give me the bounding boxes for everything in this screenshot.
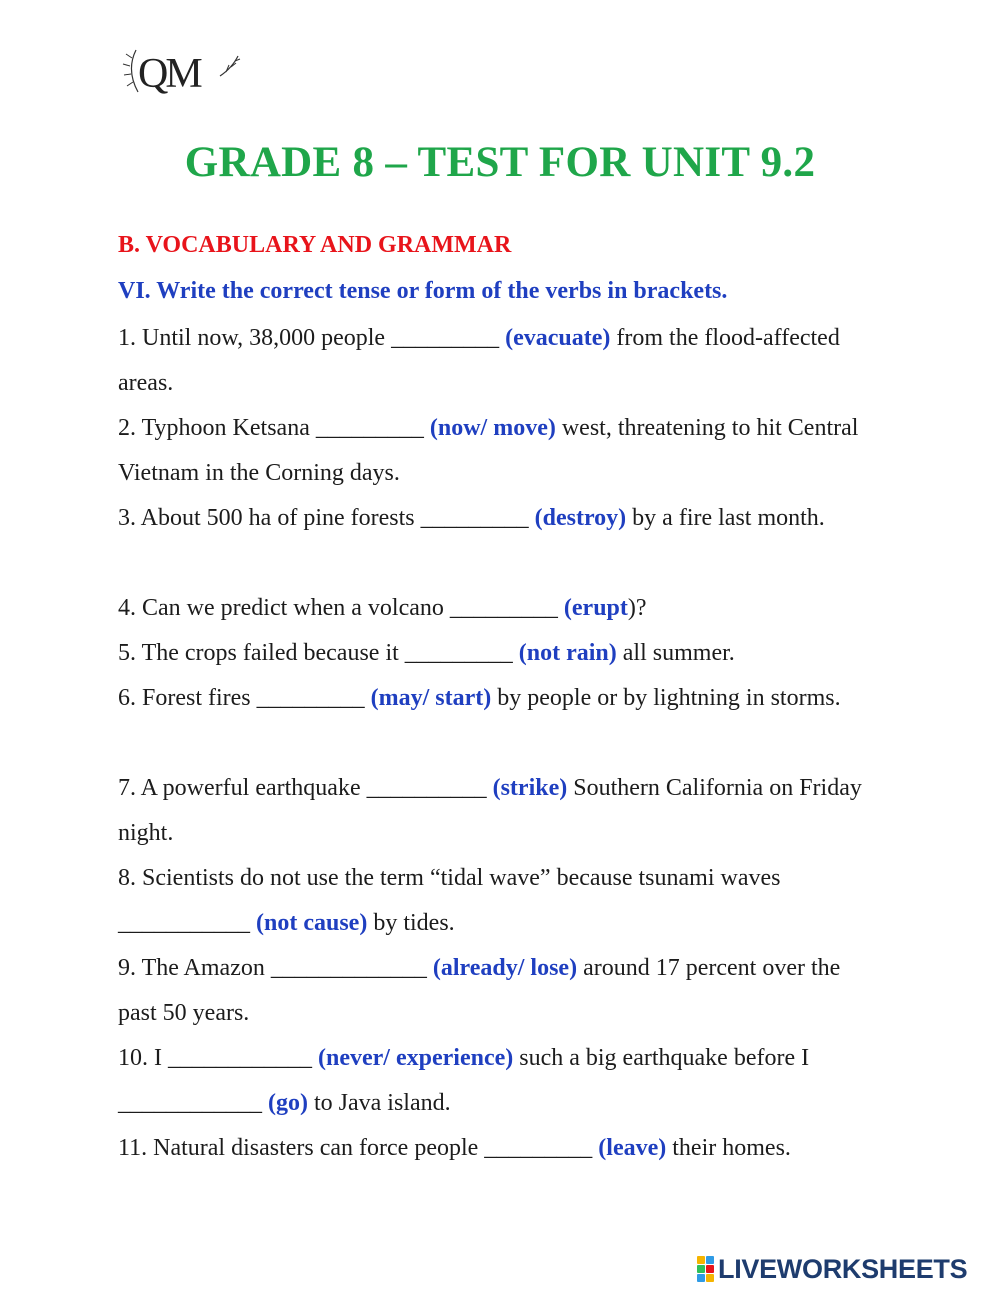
question-8: 8. Scientists do not use the term “tidal wave” because tsunami waves ___________ (not cause) by tides.: [118, 865, 781, 936]
verb-hint: (may/ start): [370, 685, 492, 711]
question-3: 3. About 500 ha of pine forests _________ (destroy) by a fire last month.: [118, 505, 825, 531]
question-7: 7. A powerful earthquake __________ (strike) Southern California on Friday night.: [118, 775, 862, 846]
liveworksheets-icon: [697, 1256, 714, 1282]
verb-hint: (not cause): [256, 910, 368, 936]
logo-monogram: QM: [138, 51, 200, 97]
brand-name: LIVEWORKSHEETS: [718, 1253, 968, 1284]
verb-hint: (go): [268, 1090, 308, 1116]
verb-hint: (destroy): [534, 505, 627, 531]
question-11: 11. Natural disasters can force people _________ (leave) their homes.: [118, 1135, 791, 1161]
verb-hint: (already/ lose): [432, 955, 578, 981]
logo: [116, 40, 242, 104]
verb-hint: (strike): [492, 775, 568, 801]
verb-hint: (evacuate): [505, 325, 611, 351]
verb-hint: (never/ experience): [318, 1045, 514, 1071]
question-10: 10. I ____________ (never/ experience) such a big earthquake before I ____________ (go) to Java island.: [118, 1045, 810, 1116]
verb-hint: (now/ move): [429, 415, 556, 441]
verb-hint: (not rain): [518, 640, 617, 666]
question-6: 6. Forest fires _________ (may/ start) by people or by lightning in storms.: [118, 685, 841, 711]
verb-hint: (leave): [598, 1135, 667, 1161]
question-2: 2. Typhoon Ketsana _________ (now/ move) west, threatening to hit Central Vietnam in the Corning days.: [118, 415, 859, 486]
section-heading: B. VOCABULARY AND GRAMMAR: [118, 232, 512, 258]
liveworksheets-brand: [697, 1254, 967, 1284]
page-title: GRADE 8 – TEST FOR UNIT 9.2: [184, 139, 816, 186]
question-5: 5. The crops failed because it _________ (not rain) all summer.: [118, 640, 735, 666]
question-4: 4. Can we predict when a volcano _________ (erupt)?: [118, 595, 647, 621]
question-9: 9. The Amazon _____________ (already/ lose) around 17 percent over the past 50 years.: [118, 955, 841, 1026]
instruction: VI. Write the correct tense or form of the verbs in brackets.: [118, 278, 728, 304]
verb-hint: (erupt: [563, 595, 628, 621]
question-1: 1. Until now, 38,000 people _________ (evacuate) from the flood-affected areas.: [118, 325, 840, 396]
